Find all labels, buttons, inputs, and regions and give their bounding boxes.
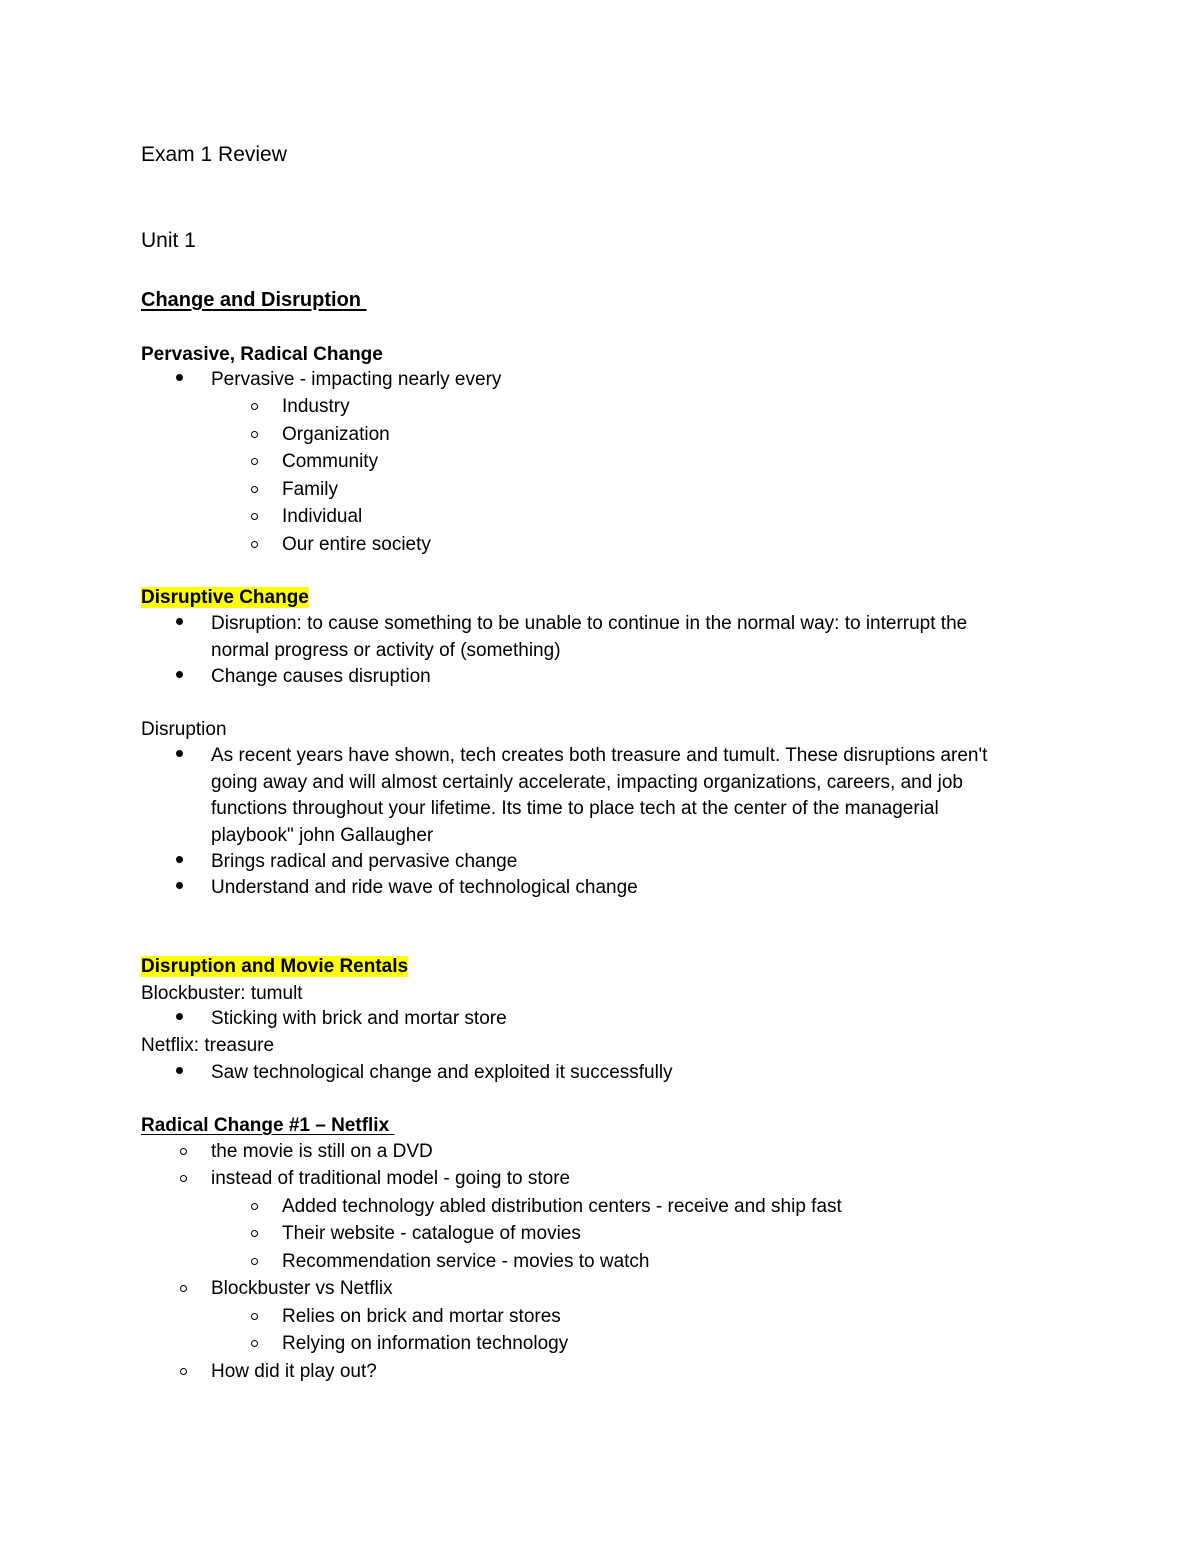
bullet-circle-icon bbox=[180, 1148, 187, 1155]
pervasive-subitem: Community bbox=[282, 451, 379, 472]
bullet-circle-icon bbox=[251, 1230, 258, 1237]
radical-change-item: instead of traditional model - going to store bbox=[211, 1168, 571, 1189]
disruption-heading: Disruption bbox=[141, 719, 227, 740]
bullet-circle-icon bbox=[251, 458, 258, 465]
disruptive-change-bullet-line: Disruption: to cause something to be unable to continue in the normal way: to interrupt the bbox=[211, 613, 968, 634]
bullet-circle-icon bbox=[180, 1368, 187, 1375]
pervasive-subitem: Individual bbox=[282, 506, 363, 527]
disruption-bullet-line: As recent years have shown, tech creates both treasure and tumult. These disruptions aren't bbox=[211, 745, 988, 766]
bullet-circle-icon bbox=[180, 1175, 187, 1182]
bullet-dot-icon bbox=[176, 856, 183, 863]
bullet-circle-icon bbox=[251, 1313, 258, 1320]
disruption-bullet-line: functions throughout your lifetime. Its time to place tech at the center of the managerial bbox=[211, 798, 939, 819]
pervasive-bullet: Pervasive - impacting nearly every bbox=[211, 369, 502, 390]
radical-change-subitem: Relying on information technology bbox=[282, 1333, 569, 1354]
disruption-bullet: Brings radical and pervasive change bbox=[211, 851, 518, 872]
blockbuster-bullet: Sticking with brick and mortar store bbox=[211, 1008, 507, 1029]
bullet-dot-icon bbox=[176, 618, 183, 625]
bullet-dot-icon bbox=[176, 1067, 183, 1074]
pervasive-subitem: Family bbox=[282, 479, 338, 500]
bullet-circle-icon bbox=[180, 1285, 187, 1292]
bullet-dot-icon bbox=[176, 374, 183, 381]
unit-heading: Unit 1 bbox=[141, 229, 196, 252]
disruption-bullet: Understand and ride wave of technological change bbox=[211, 877, 638, 898]
bullet-dot-icon bbox=[176, 750, 183, 757]
bullet-circle-icon bbox=[251, 431, 258, 438]
bullet-circle-icon bbox=[251, 1203, 258, 1210]
pervasive-subitem: Organization bbox=[282, 424, 390, 445]
document-title: Exam 1 Review bbox=[141, 143, 287, 166]
radical-change-item: How did it play out? bbox=[211, 1361, 377, 1382]
bullet-circle-icon bbox=[251, 403, 258, 410]
radical-change-subitem: Their website - catalogue of movies bbox=[282, 1223, 581, 1244]
radical-change-subitem: Added technology abled distribution centers - receive and ship fast bbox=[282, 1196, 842, 1217]
bullet-circle-icon bbox=[251, 1258, 258, 1265]
pervasive-heading: Pervasive, Radical Change bbox=[141, 344, 383, 365]
blockbuster-label: Blockbuster: tumult bbox=[141, 983, 303, 1004]
bullet-circle-icon bbox=[251, 513, 258, 520]
bullet-dot-icon bbox=[176, 882, 183, 889]
bullet-circle-icon bbox=[251, 541, 258, 548]
radical-change-subitem: Recommendation service - movies to watch bbox=[282, 1251, 650, 1272]
disruptive-change-heading: Disruptive Change bbox=[141, 587, 309, 608]
movie-rentals-heading: Disruption and Movie Rentals bbox=[141, 956, 409, 977]
bullet-circle-icon bbox=[251, 486, 258, 493]
section-heading: Change and Disruption bbox=[141, 289, 361, 311]
netflix-bullet: Saw technological change and exploited it successfully bbox=[211, 1062, 673, 1083]
bullet-circle-icon bbox=[251, 1340, 258, 1347]
pervasive-subitem: Our entire society bbox=[282, 534, 431, 555]
bullet-dot-icon bbox=[176, 1013, 183, 1020]
radical-change-subitem: Relies on brick and mortar stores bbox=[282, 1306, 561, 1327]
radical-change-item: Blockbuster vs Netflix bbox=[211, 1278, 393, 1299]
disruption-bullet-line: playbook" john Gallaugher bbox=[211, 825, 434, 846]
disruptive-change-bullet-line: normal progress or activity of (something) bbox=[211, 640, 561, 661]
radical-change-item: the movie is still on a DVD bbox=[211, 1141, 433, 1162]
disruptive-change-bullet: Change causes disruption bbox=[211, 666, 431, 687]
disruption-bullet-line: going away and will almost certainly accelerate, impacting organizations, careers, and job bbox=[211, 772, 963, 793]
pervasive-subitem: Industry bbox=[282, 396, 350, 417]
radical-change-heading: Radical Change #1 – Netflix bbox=[141, 1115, 390, 1136]
bullet-dot-icon bbox=[176, 671, 183, 678]
netflix-label: Netflix: treasure bbox=[141, 1035, 275, 1056]
